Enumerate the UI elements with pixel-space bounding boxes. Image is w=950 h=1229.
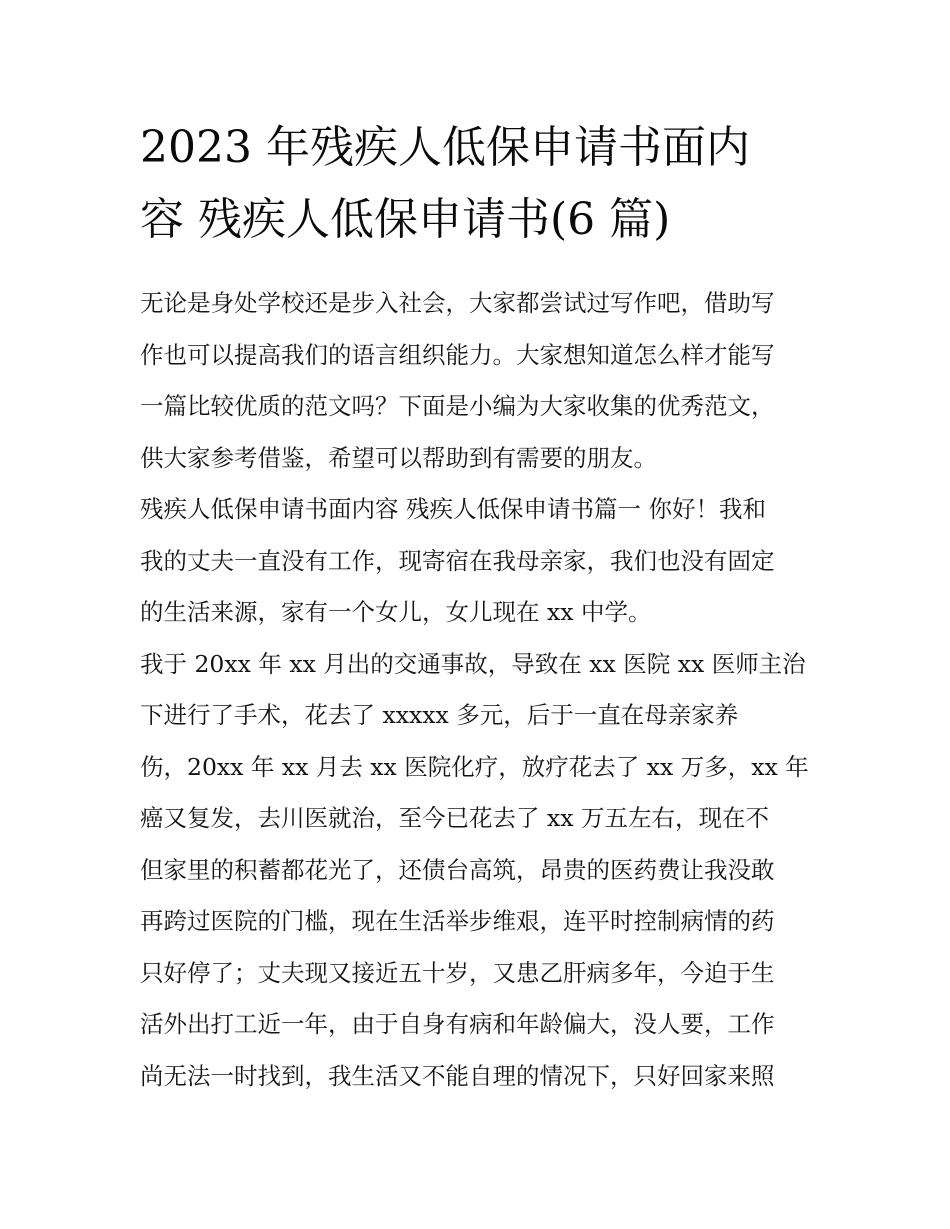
text-line: 一篇比较优质的范文吗？下面是小编为大家收集的优秀范文， — [140, 392, 775, 420]
text-line: 残疾人低保申请书面内容 残疾人低保申请书篇一 你好！我和 — [140, 495, 766, 523]
text-line: 活外出打工近一年，由于自身有病和年龄偏大，没人要，工作 — [140, 1010, 775, 1038]
text-line: 无论是身处学校还是步入社会，大家都尝试过写作吧，借助写 — [140, 289, 775, 317]
title-line: 2023 年残疾人低保申请书面内 — [140, 122, 750, 173]
title-line: 容 残疾人低保申请书(6 篇) — [140, 194, 671, 245]
text-line: 我于 20xx 年 xx 月出的交通事故，导致在 xx 医院 xx 医师主治 — [140, 649, 806, 678]
text-line: 尚无法一时找到，我生活又不能自理的情况下，只好回家来照 — [140, 1061, 775, 1090]
text-line: 但家里的积蓄都花光了，还债台高筑，昂贵的医药费让我没敢 — [140, 855, 775, 884]
text-line: 的生活来源，家有一个女儿，女儿现在 xx 中学。 — [140, 598, 652, 626]
letter-opening-paragraph — [140, 484, 830, 639]
document-title — [140, 112, 820, 256]
letter-body-paragraph — [140, 639, 830, 1103]
text-line: 下进行了手术，花去了 xxxxx 多元，后于一直在母亲家养 — [140, 701, 739, 729]
text-line: 供大家参考借鉴，希望可以帮助到有需要的朋友。 — [140, 443, 657, 472]
text-line: 我的丈夫一直没有工作，现寄宿在我母亲家，我们也没有固定 — [140, 546, 775, 575]
intro-paragraph — [140, 278, 830, 484]
text-line: 癌又复发，去川医就治，至今已花去了 xx 万五左右，现在不 — [140, 804, 769, 832]
document-body — [140, 278, 830, 1102]
text-line: 只好停了；丈夫现又接近五十岁，又患乙肝病多年，今迫于生 — [140, 958, 775, 987]
text-line: 再跨过医院的门槛，现在生活举步维艰，连平时控制病情的药 — [140, 907, 775, 935]
text-line: 作也可以提高我们的语言组织能力。大家想知道怎么样才能写 — [140, 340, 775, 369]
text-line: 伤，20xx 年 xx 月去 xx 医院化疗，放疗花去了 xx 万多，xx 年 — [140, 752, 809, 781]
